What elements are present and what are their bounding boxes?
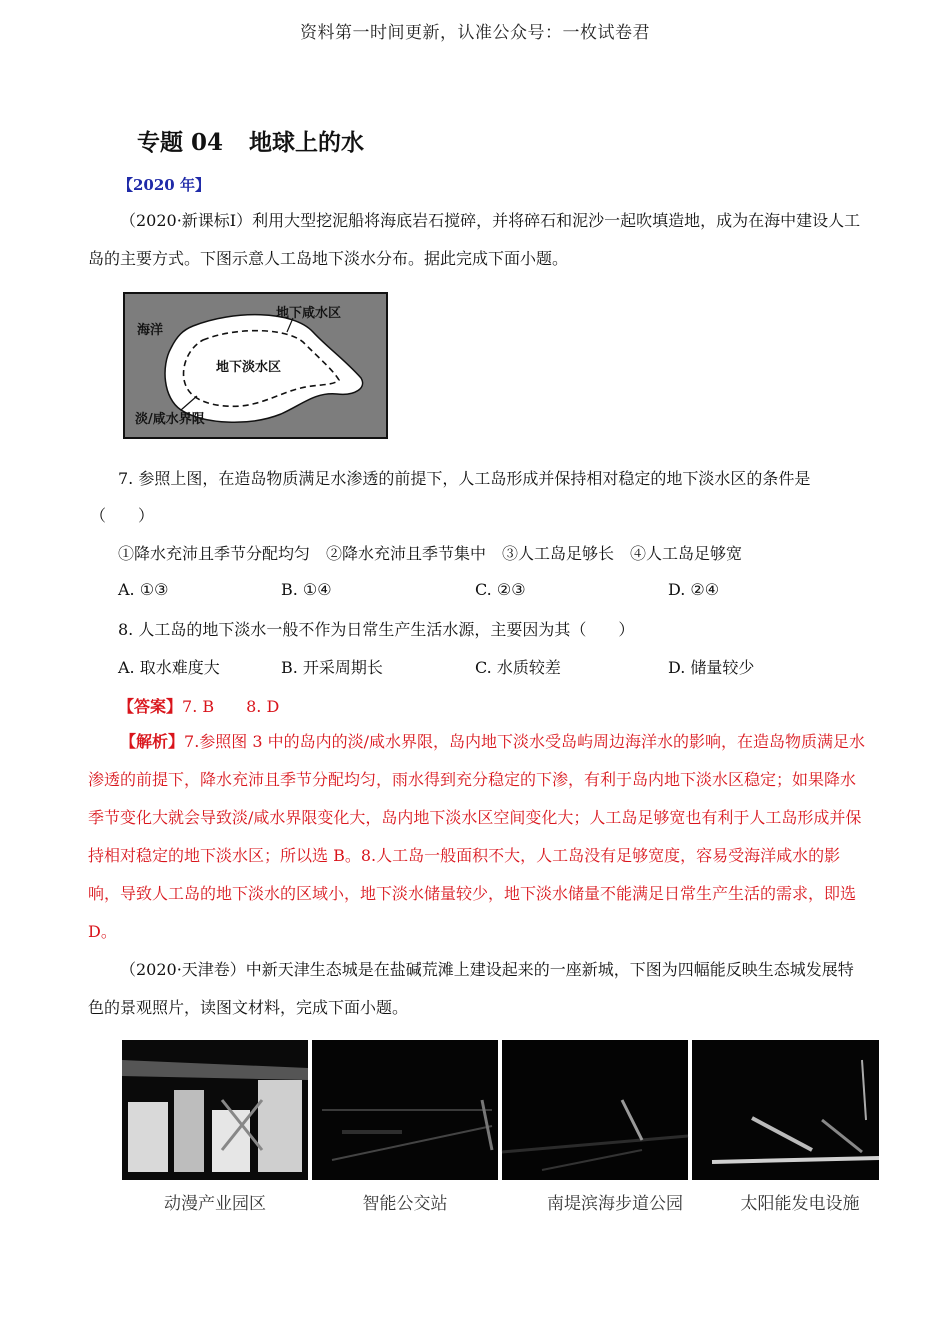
q7-paren: （ ） bbox=[90, 506, 155, 525]
photo-caption-4: 太阳能发电设施 bbox=[740, 1194, 860, 1214]
question-group-2-intro: （2020·天津卷）中新天津生态城是在盐碱荒滩上建设起来的一座新城，下图为四幅能反映生态城发展特色的景观照片，读图文材料，完成下面小题。 bbox=[88, 960, 854, 1017]
label-boundary: 淡/咸水界限 bbox=[135, 412, 205, 427]
photo-caption-2: 智能公交站 bbox=[362, 1194, 448, 1214]
photo-solar-facility bbox=[692, 1040, 879, 1180]
label-ocean: 海洋 bbox=[137, 323, 164, 338]
analysis-text: 7.参照图 3 中的岛内的淡/咸水界限，岛内地下淡水受岛屿周边海洋水的影响，在造岛物质满足水渗透的前提下，降水充沛且季节分配均匀，雨水得到充分稳定的下渗，有利于岛内地下淡水区稳定；如果降水季节变化大就会导致淡/咸水界限变化大，岛内地下淡水区空间变化大；人工岛足够宽也有利于人工岛形成并保持相对稳定的地下淡水区；所以选 B。8.人工岛一般面积不大，人工岛没有足够宽度，容易受海洋咸水的影响，导致人工岛的地下淡水的区域小，地下淡水储量较少，地下淡水储量不能满足日常生产生活的需求，即选 D。 bbox=[88, 732, 866, 941]
analysis-paragraph bbox=[88, 723, 868, 951]
photo-seaside-walkway-park bbox=[502, 1040, 688, 1180]
q8-stem: 8. 人工岛的地下淡水一般不作为日常生产生活水源，主要因为其（ ） bbox=[118, 620, 635, 639]
label-salt-zone: 地下咸水区 bbox=[276, 306, 342, 321]
answer-line bbox=[118, 694, 279, 717]
q7-option-b: B. ①④ bbox=[281, 580, 332, 599]
question-group-1-intro: （2020·新课标I）利用大型挖泥船将海底岩石搅碎，并将碎石和泥沙一起吹填造地，成为在海中建设人工岛的主要方式。下图示意人工岛地下淡水分布。据此完成下面小题。 bbox=[88, 211, 861, 268]
q7-statements: ①降水充沛且季节分配均匀 ②降水充沛且季节集中 ③人工岛足够长 ④人工岛足够宽 bbox=[118, 544, 743, 563]
q8-option-b: B. 开采周期长 bbox=[281, 658, 383, 677]
photo-caption-3: 南堤滨海步道公园 bbox=[547, 1194, 683, 1214]
q7-option-d: D. ②④ bbox=[668, 580, 720, 599]
q8-option-a: A. 取水难度大 bbox=[118, 658, 220, 677]
label-fresh-zone: 地下淡水区 bbox=[216, 360, 282, 375]
q8-option-c: C. 水质较差 bbox=[475, 658, 561, 677]
answer-label: 【答案】 bbox=[118, 697, 183, 716]
q8-option-d: D. 储量较少 bbox=[668, 658, 755, 677]
answer-text: 7. B 8. D bbox=[182, 697, 280, 716]
page-title bbox=[137, 124, 364, 157]
year-tag: 【2020 年】 bbox=[118, 176, 210, 194]
title-name: 地球上的水 bbox=[249, 129, 365, 156]
analysis-label: 【解析】 bbox=[120, 732, 185, 751]
q7-option-a: A. ①③ bbox=[118, 580, 169, 599]
photo-smart-bus-stop bbox=[312, 1040, 498, 1180]
title-code: 专题 04 bbox=[137, 129, 224, 156]
photo-animation-park bbox=[122, 1040, 308, 1180]
q7-stem: 7. 参照上图，在造岛物质满足水渗透的前提下，人工岛形成并保持相对稳定的地下淡水区的条件是 bbox=[118, 469, 811, 488]
header-note: 资料第一时间更新，认准公众号：一枚试卷君 bbox=[300, 23, 650, 43]
island-diagram bbox=[123, 292, 388, 439]
photo-caption-1: 动漫产业园区 bbox=[164, 1194, 266, 1214]
photo-strip bbox=[122, 1040, 879, 1180]
q7-option-c: C. ②③ bbox=[475, 580, 526, 599]
